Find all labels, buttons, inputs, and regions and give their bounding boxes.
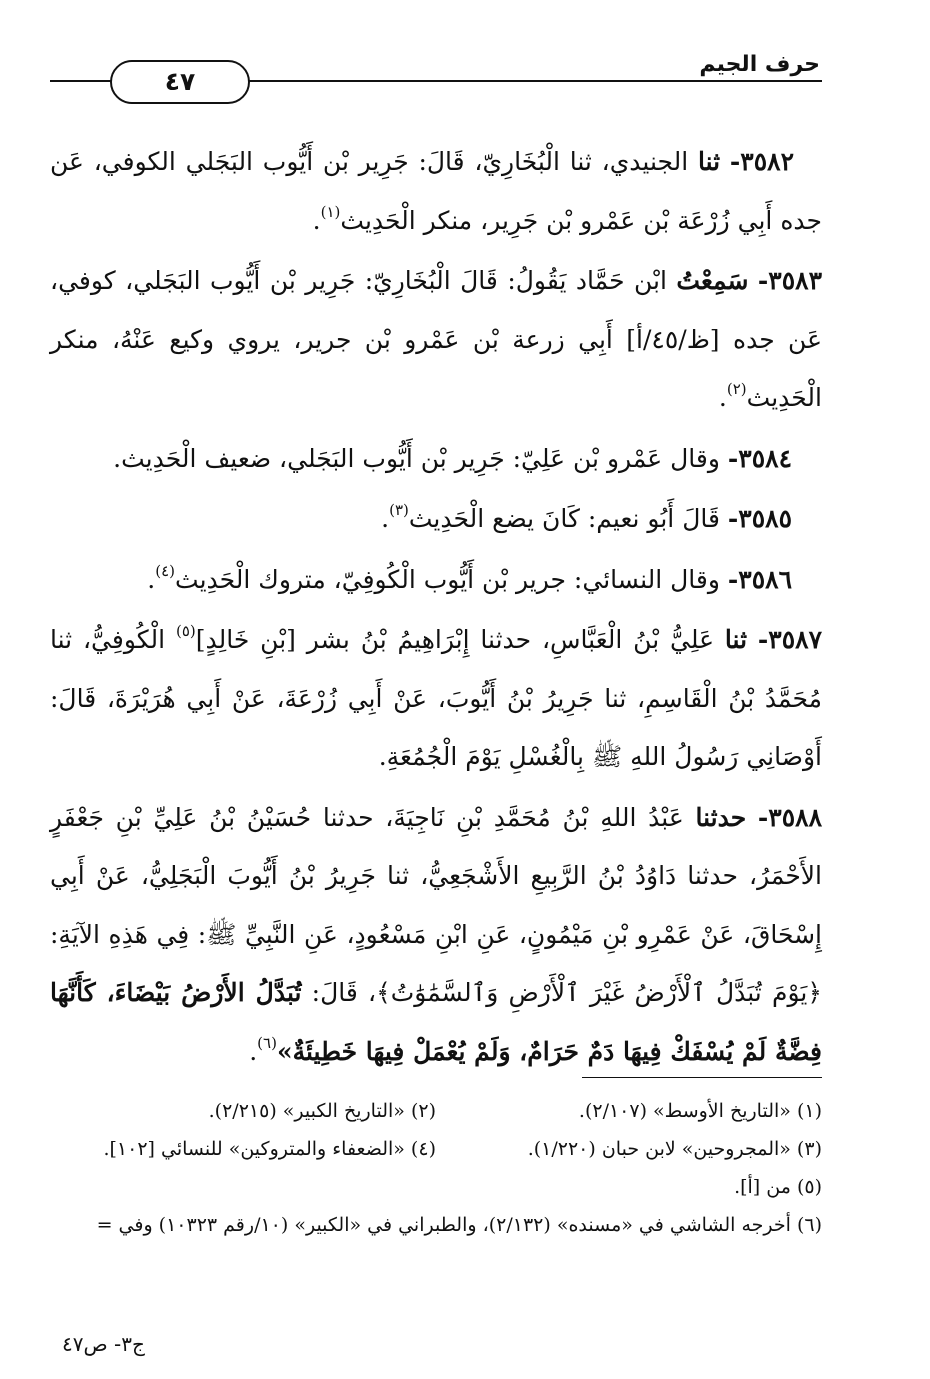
page-number-badge: ٤٧ [110, 60, 250, 104]
main-text [50, 133, 822, 1083]
volume-page-ref: ج٣- ص٤٧ [62, 1332, 145, 1356]
entry-3584: ٣٥٨٤- وقال عَمْرو بْن عَلِيّ: جَرِير بْن أَيُّوب البَجَلي، ضعيف الْحَدِيث. [113, 443, 792, 473]
footnote-row [50, 1092, 822, 1130]
entry-3583: ٣٥٨٣- سَمِعْتُ ابْن حَمَّاد يَقُولُ: قَالَ الْبُخَارِيّ: جَرِير بْن أَيُّوب البَجَلي، كوفي، عَن جده [ظ/٤٥/أ] أَبِي زرعة بْن عَمْرو بْن جرير، يروي وكيع عَنْهُ، منكر الْحَدِيث$^{(٢)}$. [50, 266, 823, 412]
footnote-2: (٢) «التاريخ الكبير» (٢/٢١٥). [208, 1100, 436, 1122]
footnote-3: (٣) «المجروحين» لابن حبان (١/٢٢٠). [527, 1138, 822, 1160]
chapter-title: حرف الجيم [699, 52, 820, 77]
footnote-row [50, 1206, 822, 1244]
footnote-6: (٦) أخرجه الشاشي في «مسنده» (٢/١٣٢)، والطبراني في «الكبير» (١٠/رقم ١٠٣٢٣) وفي = [96, 1214, 822, 1236]
entry-3585: ٣٥٨٥- قَالَ أَبُو نعيم: كَانَ يضع الْحَدِيث$^{(٣)}$. [381, 501, 792, 533]
footnote-5: (٥) من [أ]. [734, 1176, 822, 1198]
entry-3587: ٣٥٨٧- ثنا عَلِيُّ بْنُ الْعَبَّاسِ، حدثنا إِبْرَاهِيمُ بْنُ بشر [بْنِ خَالِدٍ]$^{(٥)}$ الْكُوفِيُّ، ثنا مُحَمَّدُ بْنُ الْقَاسِمِ، ثنا جَرِيرُ بْنُ أَيُّوبَ، عَنْ أَبِي زُرْعَةَ، عَنْ أَبِي هُرَيْرَةَ، قَالَ: أَوْصَانِي رَسُولُ اللهِ ﷺ بِالْغُسْلِ يَوْمَ الْجُمُعَةِ. [50, 622, 823, 771]
footnote-1: (١) «التاريخ الأوسط» (٢/١٠٧). [578, 1100, 822, 1122]
footnote-4: (٤) «الضعفاء والمتروكين» للنسائي [١٠٢]. [103, 1138, 436, 1160]
footnote-row [50, 1130, 822, 1168]
entry-3582: ٣٥٨٢- ثنا الجنيدي، ثنا الْبُخَارِيّ، قَالَ: جَرِير بْن أَيُّوب البَجَلي الكوفي، عَن جده أَبِي زُرْعَة بْن عَمْرو بْن جَرِير، منكر الْحَدِيث$^{(١)}$. [50, 147, 822, 235]
footnote-separator [582, 1077, 822, 1078]
entry-3586: ٣٥٨٦- وقال النسائي: جرير بْن أَيُّوب الْكُوفِيّ، متروك الْحَدِيث$^{(٤)}$. [147, 561, 792, 594]
footnotes [50, 1092, 822, 1244]
page-header [50, 48, 822, 104]
entry-3588: ٣٥٨٨- حدثنا عَبْدُ اللهِ بْنُ مُحَمَّدِ بْنِ نَاجِيَةَ، حدثنا حُسَيْنُ بْنُ عَلِيِّ بْنِ جَعْفَرٍ الأَحْمَرُ، حدثنا دَاوُدُ بْنُ الرَّبِيعِ الأَشْجَعِيُّ، ثنا جَرِيرُ بْنُ أَيُّوبَ الْبَجَلِيُّ، عَنْ أَبِي إِسْحَاقَ، عَنْ عَمْرِو بْنِ مَيْمُونٍ، عَنِ ابْنِ مَسْعُودٍ، عَنِ النَّبِيِّ ﷺ: فِي هَذِهِ الآيَةِ: ﴿يَوْمَ تُبَدَّلُ ٱلْأَرْضُ غَيْرَ ٱلْأَرْضِ وَٱلسَّمَٰوَٰتُ﴾، قَالَ: تُبَدَّلُ الأَرْضُ بَيْضَاءَ، كَأَنَّهَا فِضَّةٌ لَمْ يُسْفَكْ فِيهَا دَمٌ حَرَامٌ، وَلَمْ يُعْمَلْ فِيهَا خَطِيئَةٌ»$^{(٦)}$. [50, 802, 822, 1066]
footnote-row [50, 1168, 822, 1206]
